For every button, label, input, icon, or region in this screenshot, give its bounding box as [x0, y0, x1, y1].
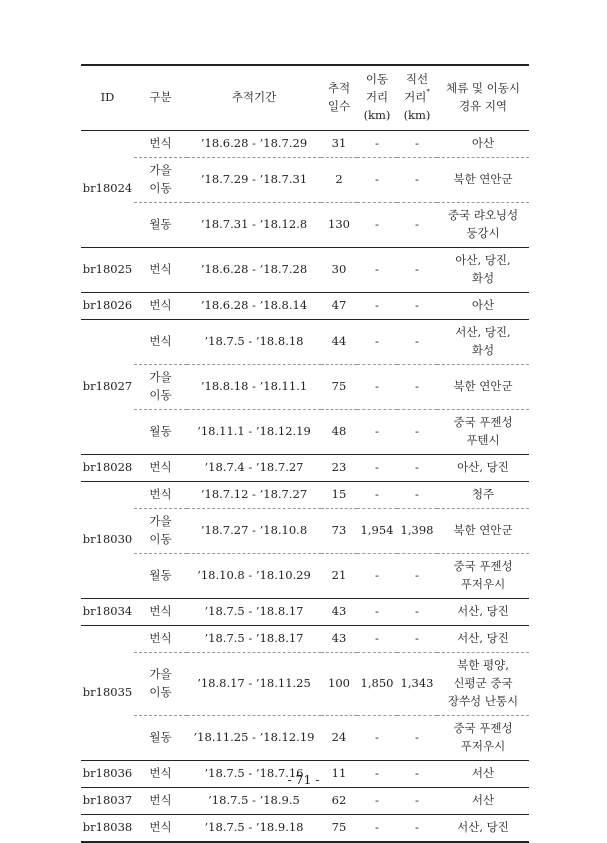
type-cell-line: 이동	[149, 532, 172, 546]
straight-distance-cell: -	[397, 554, 437, 599]
type-cell	[134, 716, 187, 761]
table-row	[81, 131, 529, 158]
header-days	[321, 65, 357, 131]
region-cell	[437, 626, 529, 653]
distance-cell: -	[357, 131, 397, 158]
type-cell-line: 월동	[149, 730, 172, 745]
header-straight-line: (km)	[403, 107, 431, 122]
type-cell-line: 가을	[149, 370, 172, 385]
region-cell	[437, 788, 529, 815]
distance-cell: -	[357, 599, 397, 626]
distance-cell: -	[357, 716, 397, 761]
region-cell	[437, 293, 529, 320]
straight-distance-cell: -	[397, 599, 437, 626]
id-cell: br18028	[81, 455, 134, 482]
distance-cell: -	[357, 482, 397, 509]
period-cell: ’18.11.25 - ’18.12.19	[187, 716, 321, 761]
header-id: ID	[81, 65, 134, 131]
distance-cell: 1,850	[357, 653, 397, 716]
distance-cell: -	[357, 203, 397, 248]
region-cell-line: 장쑤성 난통시	[447, 693, 519, 708]
region-cell-line: 중국 푸젠성	[453, 559, 513, 574]
id-cell: br18030	[81, 482, 134, 599]
type-cell-line: 번식	[149, 136, 172, 151]
header-region-line: 체류 및 이동시	[446, 81, 520, 96]
days-cell: 130	[321, 203, 357, 248]
table-row	[81, 509, 529, 554]
region-cell-line: 아산	[471, 298, 495, 313]
table-row	[81, 626, 529, 653]
region-cell-line: 서산	[471, 793, 495, 808]
header-days-line: 일수	[327, 99, 351, 113]
days-cell: 21	[321, 554, 357, 599]
footnote-marker: *	[426, 88, 430, 97]
id-cell: br18034	[81, 599, 134, 626]
straight-distance-cell: -	[397, 482, 437, 509]
table-row	[81, 410, 529, 455]
region-cell-line: 중국 푸젠성	[453, 721, 513, 736]
table-body	[81, 131, 529, 843]
region-cell	[437, 653, 529, 716]
days-cell: 73	[321, 509, 357, 554]
straight-distance-cell: -	[397, 716, 437, 761]
region-cell	[437, 203, 529, 248]
type-cell	[134, 410, 187, 455]
table-row	[81, 365, 529, 410]
type-cell-line: 번식	[149, 820, 172, 835]
id-cell: br18025	[81, 248, 134, 293]
header-straight-line: 직선	[405, 72, 429, 87]
period-cell: ’18.8.17 - ’18.11.25	[187, 653, 321, 716]
days-cell: 44	[321, 320, 357, 365]
straight-distance-cell: -	[397, 365, 437, 410]
period-cell: ’18.7.5 - ’18.8.18	[187, 320, 321, 365]
distance-cell: -	[357, 455, 397, 482]
type-cell	[134, 203, 187, 248]
type-cell-line: 월동	[149, 568, 172, 583]
straight-distance-cell: -	[397, 626, 437, 653]
distance-cell: -	[357, 248, 397, 293]
straight-distance-cell: -	[397, 761, 437, 788]
tracking-table	[81, 64, 529, 843]
id-cell: br18035	[81, 626, 134, 761]
type-cell	[134, 626, 187, 653]
header-straight-distance	[397, 65, 437, 131]
type-cell	[134, 599, 187, 626]
type-cell	[134, 248, 187, 293]
type-cell-line: 번식	[149, 604, 172, 619]
type-cell-line: 번식	[149, 487, 172, 502]
straight-distance-cell: -	[397, 815, 437, 843]
region-cell-line: 푸텐시	[466, 433, 500, 447]
distance-cell: 1,954	[357, 509, 397, 554]
region-cell-line: 화성	[471, 343, 495, 357]
region-cell-line: 화성	[471, 271, 495, 285]
region-cell	[437, 248, 529, 293]
id-cell: br18037	[81, 788, 134, 815]
table-row	[81, 248, 529, 293]
header-region-line: 경유 지역	[458, 99, 508, 113]
straight-distance-cell: -	[397, 248, 437, 293]
region-cell-line: 북한 연안군	[453, 523, 513, 538]
type-cell	[134, 509, 187, 554]
distance-cell: -	[357, 554, 397, 599]
days-cell: 43	[321, 599, 357, 626]
days-cell: 11	[321, 761, 357, 788]
region-cell-line: 서산, 당진	[457, 604, 509, 619]
region-cell-line: 서산, 당진	[457, 631, 509, 646]
type-cell-line: 월동	[149, 217, 172, 232]
region-cell-line: 신평군 중국	[453, 676, 513, 691]
type-cell	[134, 815, 187, 843]
distance-cell: -	[357, 788, 397, 815]
table-row	[81, 653, 529, 716]
days-cell: 15	[321, 482, 357, 509]
type-cell-line: 번식	[149, 766, 172, 781]
type-cell-line: 번식	[149, 631, 172, 646]
distance-cell: -	[357, 815, 397, 843]
table-row	[81, 482, 529, 509]
type-cell-line: 이동	[149, 181, 172, 195]
distance-cell: -	[357, 365, 397, 410]
type-cell-line: 월동	[149, 424, 172, 439]
period-cell: ’18.7.5 - ’18.9.5	[187, 788, 321, 815]
table-row	[81, 788, 529, 815]
period-cell: ’18.7.29 - ’18.7.31	[187, 158, 321, 203]
days-cell: 100	[321, 653, 357, 716]
header-distance	[357, 65, 397, 131]
type-cell-line: 이동	[149, 388, 172, 402]
header-distance-line: 이동	[365, 72, 389, 87]
type-cell-line: 번식	[149, 334, 172, 349]
region-cell-line: 서산, 당진	[457, 820, 509, 835]
region-cell-line: 서산	[471, 766, 495, 781]
days-cell: 75	[321, 365, 357, 410]
header-straight-line	[398, 89, 436, 107]
days-cell: 2	[321, 158, 357, 203]
table-row	[81, 293, 529, 320]
period-cell: ’18.7.31 - ’18.12.8	[187, 203, 321, 248]
type-cell	[134, 365, 187, 410]
distance-cell: -	[357, 410, 397, 455]
type-cell-line: 번식	[149, 793, 172, 808]
region-cell	[437, 158, 529, 203]
straight-distance-cell: -	[397, 203, 437, 248]
type-cell	[134, 320, 187, 365]
region-cell	[437, 509, 529, 554]
period-cell: ’18.7.5 - ’18.9.18	[187, 815, 321, 843]
straight-distance-cell: -	[397, 158, 437, 203]
table-row	[81, 203, 529, 248]
period-cell: ’18.6.28 - ’18.8.14	[187, 293, 321, 320]
distance-cell: -	[357, 293, 397, 320]
days-cell: 23	[321, 455, 357, 482]
table-row	[81, 599, 529, 626]
region-cell	[437, 554, 529, 599]
header-period: 추적기간	[187, 65, 321, 131]
days-cell: 48	[321, 410, 357, 455]
region-cell-line: 북한 연안군	[453, 379, 513, 394]
table-row	[81, 455, 529, 482]
days-cell: 43	[321, 626, 357, 653]
id-cell: br18024	[81, 131, 134, 248]
type-cell-line: 번식	[149, 298, 172, 313]
header-type: 구분	[134, 65, 187, 131]
period-cell: ’18.7.5 - ’18.8.17	[187, 626, 321, 653]
type-cell-line: 번식	[149, 262, 172, 277]
straight-distance-cell: 1,343	[397, 653, 437, 716]
region-cell-line: 푸저우시	[460, 739, 506, 753]
type-cell	[134, 788, 187, 815]
straight-distance-cell: -	[397, 131, 437, 158]
table-row	[81, 554, 529, 599]
region-cell-line: 서산, 당진,	[455, 325, 511, 340]
type-cell	[134, 158, 187, 203]
distance-cell: -	[357, 320, 397, 365]
region-cell-line: 북한 평양,	[457, 658, 509, 673]
days-cell: 31	[321, 131, 357, 158]
straight-distance-cell: 1,398	[397, 509, 437, 554]
distance-cell: -	[357, 761, 397, 788]
region-cell-line: 푸저우시	[460, 577, 506, 591]
period-cell: ’18.7.5 - ’18.7.16	[187, 761, 321, 788]
days-cell: 47	[321, 293, 357, 320]
straight-distance-cell: -	[397, 788, 437, 815]
type-cell-line: 가을	[149, 667, 172, 682]
region-cell	[437, 320, 529, 365]
type-cell	[134, 554, 187, 599]
header-days-line: 추적	[327, 81, 351, 96]
period-cell: ’18.6.28 - ’18.7.28	[187, 248, 321, 293]
region-cell-line: 아산	[471, 136, 495, 151]
region-cell	[437, 365, 529, 410]
region-cell-line: 아산, 당진	[457, 460, 509, 475]
region-cell	[437, 410, 529, 455]
region-cell	[437, 599, 529, 626]
period-cell: ’18.7.12 - ’18.7.27	[187, 482, 321, 509]
table-row	[81, 815, 529, 843]
period-cell: ’18.6.28 - ’18.7.29	[187, 131, 321, 158]
type-cell	[134, 293, 187, 320]
straight-distance-cell: -	[397, 455, 437, 482]
type-cell-line: 번식	[149, 460, 172, 475]
distance-cell: -	[357, 626, 397, 653]
type-cell	[134, 455, 187, 482]
table-row	[81, 158, 529, 203]
header-straight-text: 거리	[404, 90, 427, 105]
region-cell	[437, 482, 529, 509]
header-distance-line: (km)	[363, 107, 391, 122]
straight-distance-cell: -	[397, 320, 437, 365]
type-cell	[134, 482, 187, 509]
type-cell-line: 가을	[149, 514, 172, 529]
period-cell: ’18.8.18 - ’18.11.1	[187, 365, 321, 410]
table-row	[81, 716, 529, 761]
id-cell: br18036	[81, 761, 134, 788]
period-cell: ’18.7.5 - ’18.8.17	[187, 599, 321, 626]
id-cell: br18026	[81, 293, 134, 320]
table-header	[81, 65, 529, 131]
region-cell	[437, 131, 529, 158]
region-cell	[437, 716, 529, 761]
header-region	[437, 65, 529, 131]
type-cell	[134, 653, 187, 716]
days-cell: 62	[321, 788, 357, 815]
region-cell-line: 아산, 당진,	[455, 253, 511, 268]
straight-distance-cell: -	[397, 410, 437, 455]
days-cell: 30	[321, 248, 357, 293]
id-cell: br18027	[81, 320, 134, 455]
distance-cell: -	[357, 158, 397, 203]
period-cell: ’18.7.4 - ’18.7.27	[187, 455, 321, 482]
type-cell-line: 가을	[149, 163, 172, 178]
days-cell: 24	[321, 716, 357, 761]
period-cell: ’18.7.27 - ’18.10.8	[187, 509, 321, 554]
region-cell-line: 중국 랴오닝성	[447, 208, 519, 223]
table-row	[81, 320, 529, 365]
straight-distance-cell: -	[397, 293, 437, 320]
region-cell	[437, 455, 529, 482]
type-cell-line: 이동	[149, 685, 172, 699]
id-cell: br18038	[81, 815, 134, 843]
days-cell: 75	[321, 815, 357, 843]
period-cell: ’18.11.1 - ’18.12.19	[187, 410, 321, 455]
type-cell	[134, 131, 187, 158]
region-cell-line: 둥강시	[466, 226, 500, 240]
region-cell-line: 중국 푸젠성	[453, 415, 513, 430]
region-cell-line: 청주	[471, 487, 495, 502]
region-cell-line: 북한 연안군	[453, 172, 513, 187]
header-distance-line: 거리	[365, 90, 389, 105]
page-number: - 71 -	[287, 772, 320, 787]
region-cell	[437, 815, 529, 843]
period-cell: ’18.10.8 - ’18.10.29	[187, 554, 321, 599]
